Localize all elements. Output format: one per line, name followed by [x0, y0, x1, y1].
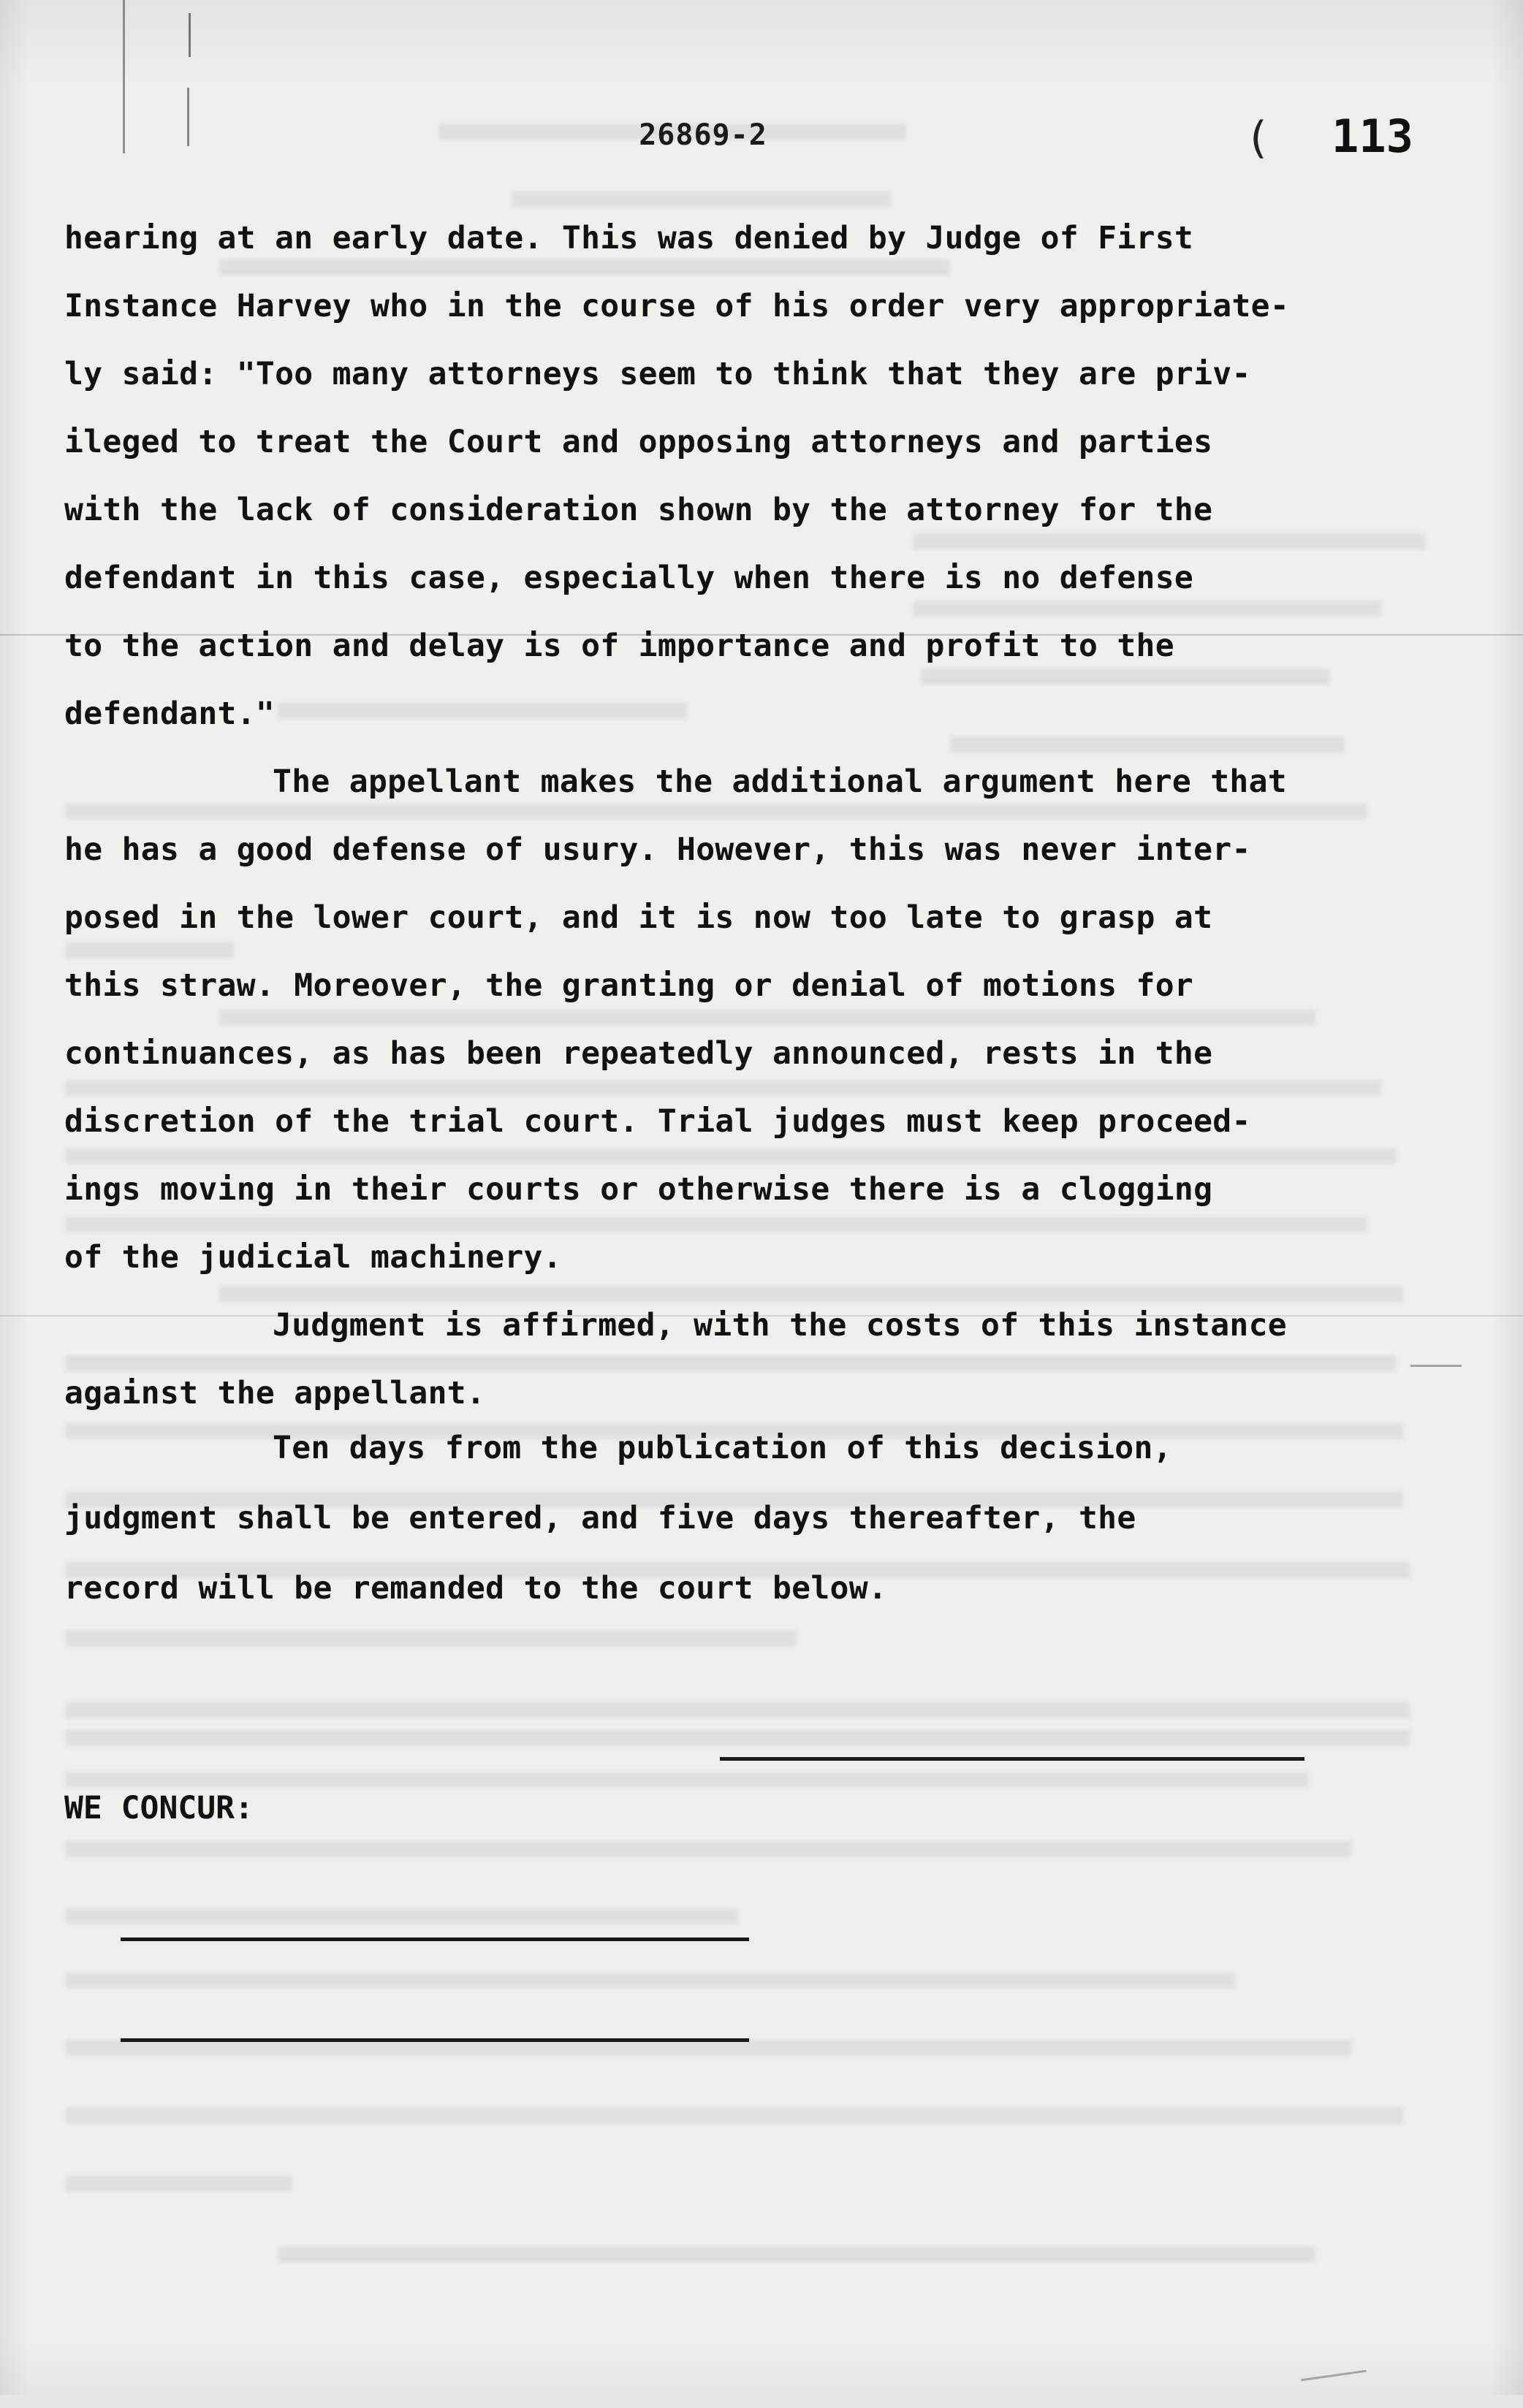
- text-line: defendant.": [64, 696, 276, 732]
- page-number-paren: (: [1244, 113, 1271, 164]
- text-line: record will be remanded to the court below.: [64, 1570, 888, 1607]
- text-line: defendant in this case, especially when there is no defense: [64, 560, 1194, 596]
- text-line: ileged to treat the Court and opposing attorneys and parties: [64, 424, 1213, 460]
- text-line: posed in the lower court, and it is now too late to grasp at: [64, 899, 1213, 936]
- text-line: with the lack of consideration shown by the attorney for the: [64, 492, 1213, 528]
- text-line: hearing at an early date. This was denied by Judge of First: [64, 220, 1194, 256]
- text-line: he has a good defense of usury. However, this was never inter-: [64, 831, 1251, 868]
- text-line: this straw. Moreover, the granting or denial of motions for: [64, 967, 1194, 1004]
- author-signature-line: [720, 1757, 1304, 1761]
- concurring-signature-line: [121, 2038, 749, 2042]
- text-line: of the judicial machinery.: [64, 1239, 562, 1276]
- text-line: ly said: "Too many attorneys seem to think that they are priv-: [64, 356, 1251, 392]
- concurring-signature-line: [121, 1938, 749, 1941]
- we-concur-label: WE CONCUR:: [64, 1790, 254, 1826]
- text-line: judgment shall be entered, and five days thereafter, the: [64, 1500, 1136, 1536]
- text-line: Ten days from the publication of this decision,: [273, 1430, 1172, 1466]
- text-line: continuances, as has been repeatedly announced, rests in the: [64, 1035, 1213, 1072]
- scan-footer-strip: [0, 2395, 1523, 2408]
- text-line: ings moving in their courts or otherwise there is a clogging: [64, 1171, 1213, 1208]
- paragraph-remand: [64, 1413, 1372, 1623]
- paragraph-usury: [64, 748, 1372, 1292]
- page-number: 113: [1332, 110, 1413, 163]
- paragraph-judgment: [64, 1292, 1372, 1428]
- opinion-body: [64, 205, 1372, 1623]
- case-number: 26869-2: [639, 118, 767, 152]
- margin-stroke: [1410, 1365, 1462, 1367]
- text-line: against the appellant.: [64, 1375, 486, 1411]
- text-line: Instance Harvey who in the course of his order very appropriate-: [64, 288, 1290, 324]
- text-line: The appellant makes the additional argument here that: [273, 763, 1287, 800]
- text-line: Judgment is affirmed, with the costs of this instance: [273, 1307, 1287, 1344]
- margin-mark: [189, 13, 191, 57]
- paragraph-hearing: [64, 205, 1372, 748]
- text-line: to the action and delay is of importance and profit to the: [64, 628, 1174, 664]
- text-line: discretion of the trial court. Trial judges must keep proceed-: [64, 1103, 1251, 1140]
